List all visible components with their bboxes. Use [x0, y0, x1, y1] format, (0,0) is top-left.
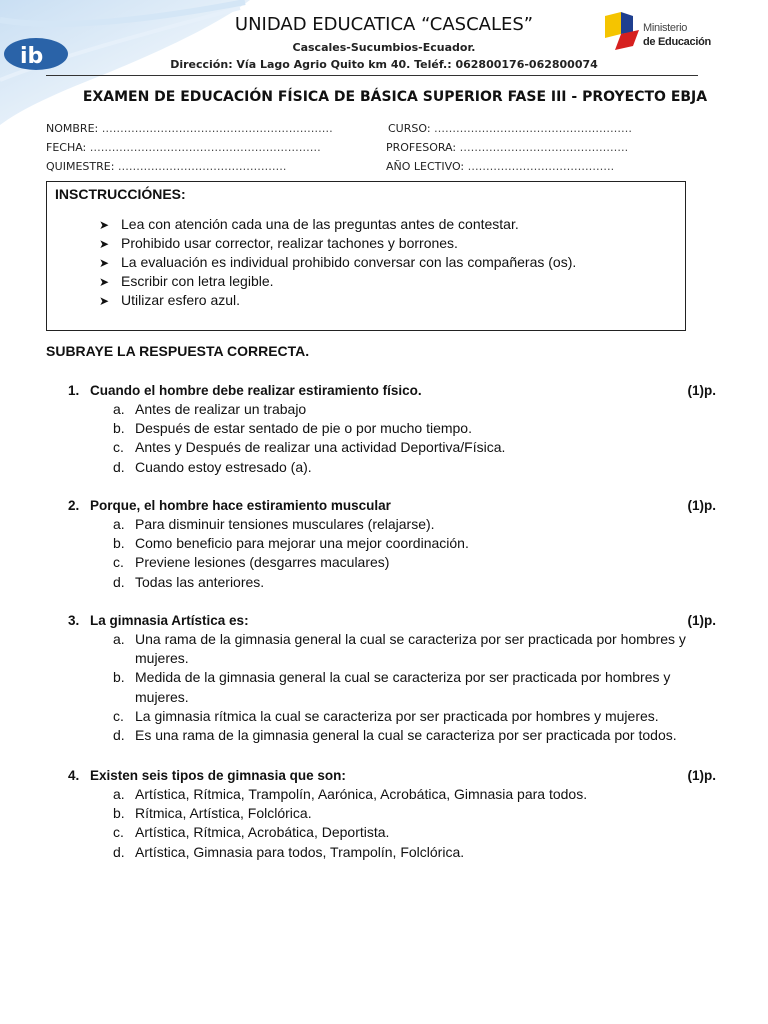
school-name: UNIDAD EDUCATICA “CASCALES” [234, 14, 534, 35]
option-a[interactable]: a. Una rama de la gimnasia general la cual se caracteriza por ser practicada por hombres y mujeres. [113, 631, 686, 667]
question-number: 3. [68, 613, 80, 628]
options-list [68, 630, 718, 745]
instruction-item: ➤ La evaluación es individual prohibido conversar con las compañeras (os). [99, 253, 576, 272]
question-3 [68, 611, 718, 745]
field-ano-lectivo-label: AÑO LECTIVO: [386, 160, 465, 173]
question-points: (1)p. [687, 383, 716, 398]
question-header [68, 496, 718, 515]
field-curso-label: CURSO: [388, 122, 431, 135]
ministry-line2: de Educación [643, 36, 711, 48]
option-a[interactable]: a. Artística, Rítmica, Trampolín, Aarónica, Acrobática, Gimnasia para todos. [113, 786, 588, 802]
question-header [68, 381, 718, 400]
field-fecha-label: FECHA: [46, 141, 87, 154]
option-c[interactable]: c. Antes y Después de realizar una actividad Deportiva/Física. [113, 439, 506, 456]
field-curso[interactable]: CURSO: ……………………………………………… [388, 122, 633, 135]
question-points: (1)p. [687, 498, 716, 513]
question-number: 1. [68, 383, 80, 398]
ministry-line1: Ministerio [643, 22, 688, 34]
option-b[interactable]: b. Rítmica, Artística, Folclórica. [113, 805, 312, 822]
question-number: 2. [68, 498, 80, 513]
instruction-item: ➤ Escribir con letra legible. [99, 272, 576, 291]
question-header [68, 611, 718, 630]
question-text: La gimnasia Artística es: [90, 613, 249, 628]
school-location: Cascales-Sucumbios-Ecuador. [292, 41, 476, 54]
question-2 [68, 496, 718, 592]
question-points: (1)p. [687, 768, 716, 783]
instruction-item: ➤ Lea con atención cada una de las preguntas antes de contestar. [99, 215, 576, 234]
field-fecha[interactable]: FECHA: ……………………………………………………… [46, 141, 321, 154]
option-c[interactable]: c. La gimnasia rítmica la cual se caracteriza por ser practicada por hombres y mujeres. [113, 707, 659, 724]
ecuador-flag-icon [603, 12, 641, 52]
option-a[interactable]: a. Para disminuir tensiones musculares (relajarse). [113, 516, 435, 532]
question-text: Porque, el hombre hace estiramiento muscular [90, 498, 391, 513]
arrow-bullet-icon: ➤ [99, 275, 110, 289]
field-nombre-label: NOMBRE: [46, 122, 99, 135]
ministry-logo [603, 12, 713, 56]
question-header [68, 766, 718, 785]
option-c[interactable]: c. Previene lesiones (desgarres maculares) [113, 554, 390, 571]
school-address: Dirección: Vía Lago Agrio Quito km 40. Teléf.: 062800176-062800074 [170, 58, 598, 71]
option-b[interactable]: b. Como beneficio para mejorar una mejor coordinación. [113, 535, 469, 552]
field-ano-lectivo[interactable]: AÑO LECTIVO: …………………………………. [386, 160, 615, 173]
header-divider [46, 75, 698, 76]
option-b[interactable]: b. Después de estar sentado de pie o por mucho tiempo. [113, 420, 472, 437]
arrow-bullet-icon: ➤ [99, 218, 110, 232]
options-list [68, 515, 718, 592]
arrow-bullet-icon: ➤ [99, 256, 110, 270]
section-title: SUBRAYE LA RESPUESTA CORRECTA. [46, 343, 310, 359]
field-profesora[interactable]: PROFESORA: ………………………………………. [386, 141, 629, 154]
instructions-title: INSCTRUCCIÓNES: [55, 186, 186, 202]
arrow-bullet-icon: ➤ [99, 294, 110, 308]
question-points: (1)p. [687, 613, 716, 628]
option-c[interactable]: c. Artística, Rítmica, Acrobática, Deportista. [113, 824, 390, 841]
logo-text: ib [20, 44, 44, 69]
instructions-list [99, 215, 576, 310]
options-list [68, 400, 718, 477]
options-list [68, 785, 718, 862]
option-d[interactable]: d. Cuando estoy estresado (a). [113, 458, 312, 475]
option-d[interactable]: d. Artística, Gimnasia para todos, Trampolín, Folclórica. [113, 843, 465, 860]
question-4 [68, 766, 718, 862]
exam-title: EXAMEN DE EDUCACIÓN FÍSICA DE BÁSICA SUPERIOR FASE III - PROYECTO EBJA [82, 89, 708, 105]
instruction-item: ➤ Utilizar esfero azul. [99, 291, 576, 310]
question-text: Cuando el hombre debe realizar estiramiento físico. [90, 383, 422, 398]
field-profesora-label: PROFESORA: [386, 141, 457, 154]
instructions-box [46, 181, 686, 331]
arrow-bullet-icon: ➤ [99, 237, 110, 251]
field-quimestre-label: QUIMESTRE: [46, 160, 115, 173]
instruction-item: ➤ Prohibido usar corrector, realizar tachones y borrones. [99, 234, 576, 253]
option-d[interactable]: d. Es una rama de la gimnasia general la cual se caracteriza por ser practicada por todos. [113, 727, 677, 744]
question-text: Existen seis tipos de gimnasia que son: [90, 768, 346, 783]
field-nombre[interactable]: NOMBRE: ……………………………………………………… [46, 122, 333, 135]
question-number: 4. [68, 768, 80, 783]
option-d[interactable]: d. Todas las anteriores. [113, 573, 265, 590]
question-1 [68, 381, 718, 477]
option-a[interactable]: a. Antes de realizar un trabajo [113, 401, 307, 417]
option-b[interactable]: b. Medida de la gimnasia general la cual se caracteriza por ser practicada por hombres y mujeres. [113, 669, 671, 705]
field-quimestre[interactable]: QUIMESTRE: ………………………………………. [46, 160, 287, 173]
